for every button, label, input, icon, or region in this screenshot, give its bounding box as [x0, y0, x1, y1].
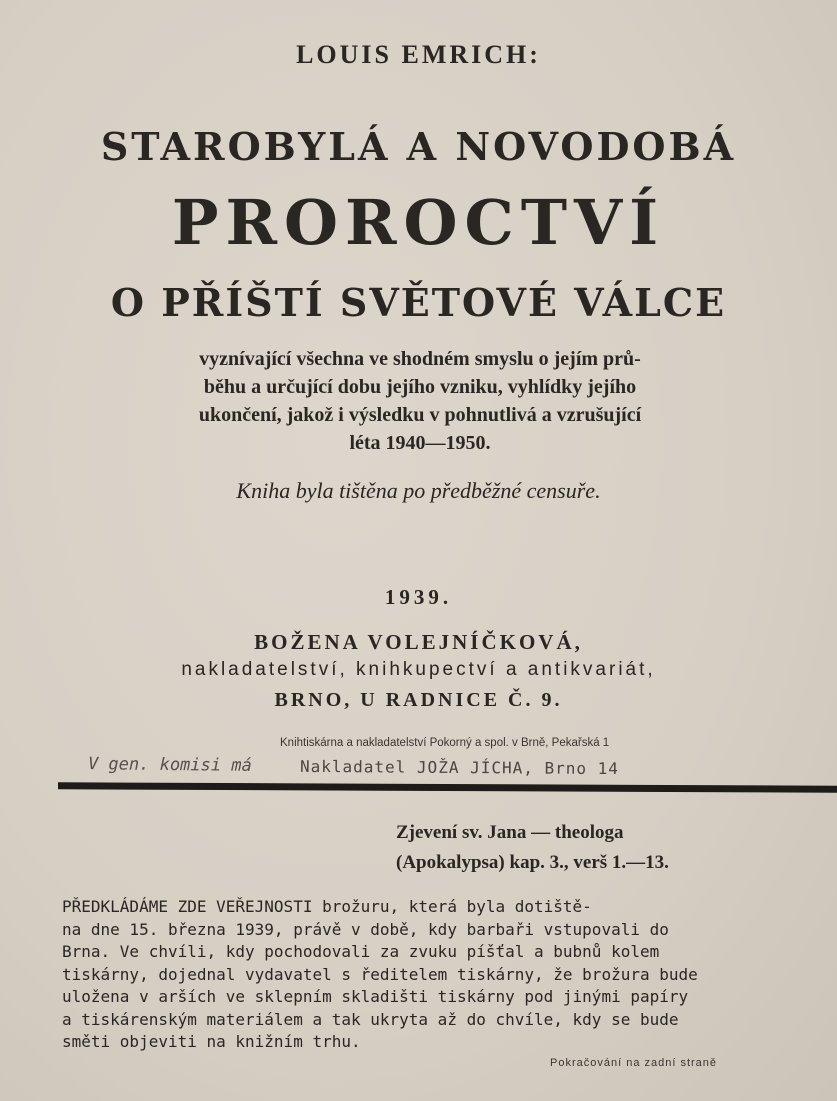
body-line: a tiskárenským materiálem a tak ukryta až do chvíle, kdy se bude — [62, 1009, 679, 1029]
body-line: směti objeviti na knižním trhu. — [62, 1032, 361, 1051]
body-line: uložena v arších ve sklepním skladišti tiskárny pod jinými papíry — [62, 987, 689, 1006]
subtitle-line: vyznívající všechna ve shodném smyslu o jejím prů- — [199, 348, 641, 370]
censorship-note: Kniha byla tištěna po předběžné censuře. — [236, 478, 601, 503]
stamp-right: Nakladatel JOŽA JÍCHA, Brno 14 — [299, 756, 620, 779]
title-line-2: PROROCTVÍ — [171, 186, 666, 259]
author-name: LOUIS EMRICH: — [296, 40, 541, 69]
subtitle-line: léta 1940—1950. — [349, 432, 491, 454]
verse-reference — [396, 818, 669, 878]
publisher-address: BRNO, U RADNICE Č. 9. — [274, 689, 563, 711]
printer-imprint: Knihtiskárna a nakladatelství Pokorný a spol. v Brně, Pekařská 1 — [280, 737, 610, 749]
subtitle — [120, 345, 720, 457]
body-line: na dne 15. března 1939, právě v době, kdy barbaři vstupovali do — [62, 919, 669, 939]
stamp-left: V gen. komisi má — [87, 754, 252, 776]
body-line: PŘEDKLÁDÁME ZDE VEŘEJNOSTI brožuru, která byla dotiště- — [62, 897, 592, 916]
publisher-description: nakladatelství, knihkupectví a antikvariát, — [181, 659, 656, 680]
verse-line-2: (Apokalypsa) kap. 3., verš 1.—13. — [396, 852, 669, 873]
publication-year: 1939. — [384, 585, 453, 609]
verse-line-1: Zjevení sv. Jana — theologa — [396, 822, 624, 843]
body-line: tiskárny, dojednal vydavatel s ředitelem tiskárny, že brožura bude — [62, 964, 698, 984]
subtitle-line: běhu a určující dobu jejího vzniku, vyhlídky jejího — [203, 376, 637, 398]
title-line-3: O PŘÍŠTÍ SVĚTOVÉ VÁLCE — [110, 280, 727, 325]
publisher-name: BOŽENA VOLEJNÍČKOVÁ, — [254, 630, 583, 654]
body-paragraph — [62, 896, 778, 1054]
horizontal-rule — [58, 782, 837, 792]
body-line: Brna. Ve chvíli, kdy pochodovali za zvuku píšťal a bubnů kolem — [62, 942, 660, 961]
subtitle-line: ukončení, jakož i výsledku v pohnutlivá a vzrušující — [198, 404, 642, 426]
continued-note: Pokračování na zadní straně — [550, 1057, 718, 1069]
title-line-1: STAROBYLÁ A NOVODOBÁ — [100, 124, 737, 169]
